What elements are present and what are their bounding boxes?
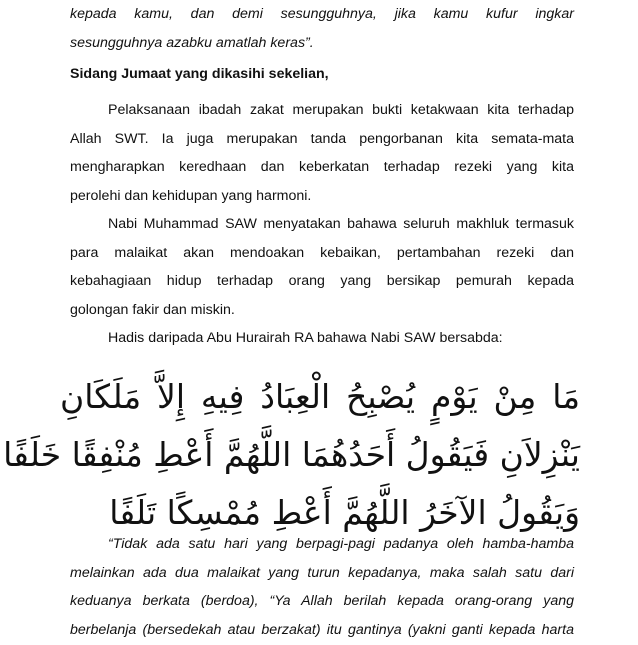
paragraph-nabi bbox=[70, 210, 574, 325]
text-line: sesungguhnya azabku amatlah keras”. bbox=[70, 34, 314, 51]
hadith-translation bbox=[70, 530, 574, 645]
arabic-line: مَا مِنْ يَوْمٍ يُصْبِحُ الْعِبَادُ فِيهِ إِلاَّ مَلَكَانِ bbox=[60, 377, 580, 416]
text-line: kebahagiaan hidup terhadap orang yang bersikap pemurah kepada bbox=[70, 273, 574, 290]
text-line: golongan fakir dan miskin. bbox=[70, 302, 235, 319]
section-heading: Sidang Jumaat yang dikasihi sekelian, bbox=[70, 66, 329, 82]
text-line: Nabi Muhammad SAW menyatakan bahawa seluruh makhluk termasuk bbox=[108, 216, 574, 232]
arabic-hadith bbox=[3, 368, 580, 542]
arabic-line: يَنْزِلاَنِ فَيَقُولُ أَحَدُهُمَا اللَّهُمَّ أَعْطِ مُنْفِقًا خَلَفًا bbox=[3, 435, 580, 474]
text-line: Pelaksanaan ibadah zakat merupakan bukti ketakwaan kita terhadap bbox=[108, 102, 574, 118]
text-line: mengharapkan keredhaan dan keberkatan terhadap rezeki yang kita bbox=[70, 159, 574, 176]
arabic-line: وَيَقُولُ الآخَرُ اللَّهُمَّ أَعْطِ مُمْسِكًا تَلَفًا bbox=[109, 493, 580, 532]
text-line: melainkan ada dua malaikat yang turun kepadanya, maka salah satu dari bbox=[70, 564, 574, 581]
hadith-intro: Hadis daripada Abu Hurairah RA bahawa Nabi SAW bersabda: bbox=[108, 330, 503, 346]
text-line: “Tidak ada satu hari yang berpagi-pagi padanya oleh hamba-hamba bbox=[108, 536, 574, 552]
text-line: keduanya berkata (berdoa), “Ya Allah berilah kepada orang-orang yang bbox=[70, 593, 574, 610]
text-line: kepada kamu, dan demi sesungguhnya, jika kamu kufur ingkar bbox=[70, 6, 574, 22]
text-line: Allah SWT. Ia juga merupakan tanda pengorbanan kita semata-mata bbox=[70, 130, 574, 147]
quran-translation-ending bbox=[70, 0, 574, 57]
text-line: perolehi dan kehidupan yang harmoni. bbox=[70, 188, 312, 205]
paragraph-zakat bbox=[70, 96, 574, 211]
text-line: berbelanja (bersedekah atau berzakat) itu gantinya (yakni ganti kepada harta bbox=[70, 622, 574, 639]
text-line: para malaikat akan mendoakan kebaikan, pertambahan rezeki dan bbox=[70, 244, 574, 261]
